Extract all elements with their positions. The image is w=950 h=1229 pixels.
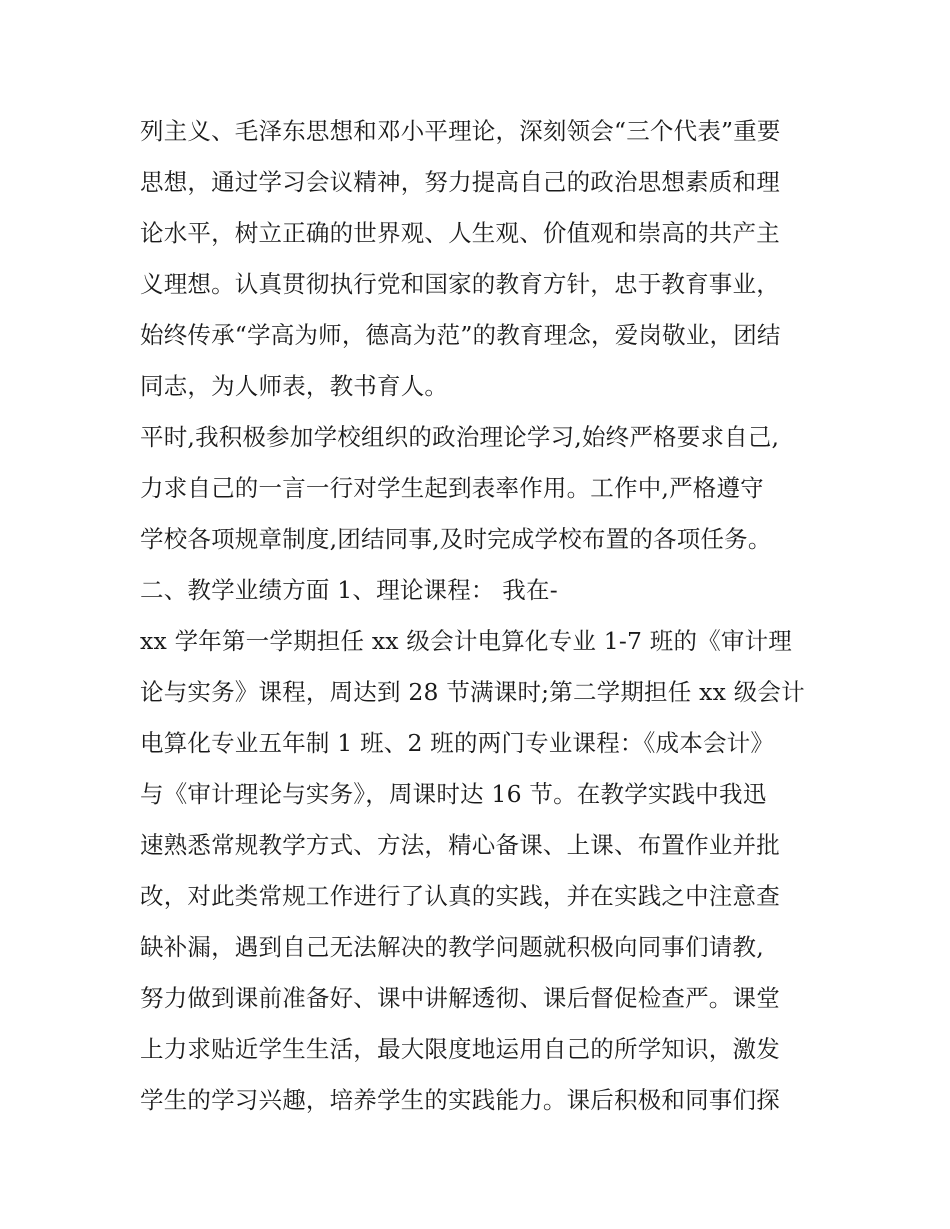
text-line: 义理想。认真贯彻执行党和国家的教育方针，忠于教育事业， (140, 270, 780, 298)
text-line: 上力求贴近学生生活，最大限度地运用自己的所学知识，激发 (140, 1035, 780, 1063)
text-line: 学校各项规章制度,团结同事,及时完成学校布置的各项任务。 (140, 525, 772, 553)
section-heading-line: 二、教学业绩方面 1、理论课程： 我在- (140, 576, 558, 604)
text-line: 平时,我积极参加学校组织的政治理论学习,始终严格要求自己, (140, 423, 780, 451)
text-line: 论水平，树立正确的世界观、人生观、价值观和崇高的共产主 (140, 219, 780, 247)
text-line: 始终传承“学高为师，德高为范”的教育理念，爱岗敬业，团结 (140, 321, 781, 349)
text-line: 速熟悉常规教学方式、方法，精心备课、上课、布置作业并批 (140, 831, 780, 859)
text-line: 力求自己的一言一行对学生起到表率作用。工作中,严格遵守 (140, 474, 764, 502)
text-line: 学生的学习兴趣，培养学生的实践能力。课后积极和同事们探 (140, 1086, 780, 1114)
text-line: 思想，通过学习会议精神，努力提高自己的政治思想素质和理 (140, 168, 780, 196)
text-line: 与《审计理论与实务》，周课时达 16 节。在教学实践中我迅 (140, 780, 767, 808)
text-line: 电算化专业五年制 1 班、2 班的两门专业课程：《成本会计》 (140, 729, 775, 757)
text-line: 同志，为人师表，教书育人。 (140, 372, 449, 400)
text-line: 改，对此类常规工作进行了认真的实践，并在实践之中注意查 (140, 882, 780, 910)
text-line: 列主义、毛泽东思想和邓小平理论，深刻领会“三个代表”重要 (140, 117, 781, 145)
text-line: 缺补漏，遇到自己无法解决的教学问题就积极向同事们请教, (140, 933, 764, 961)
text-line: 努力做到课前准备好、课中讲解透彻、课后督促检查严。课堂 (140, 984, 780, 1012)
body-text (140, 106, 830, 1126)
text-line: xx 学年第一学期担任 xx 级会计电算化专业 1-7 班的《审计理 (140, 627, 793, 655)
text-line: 论与实务》课程，周达到 28 节满课时;第二学期担任 xx 级会计 (140, 678, 805, 706)
